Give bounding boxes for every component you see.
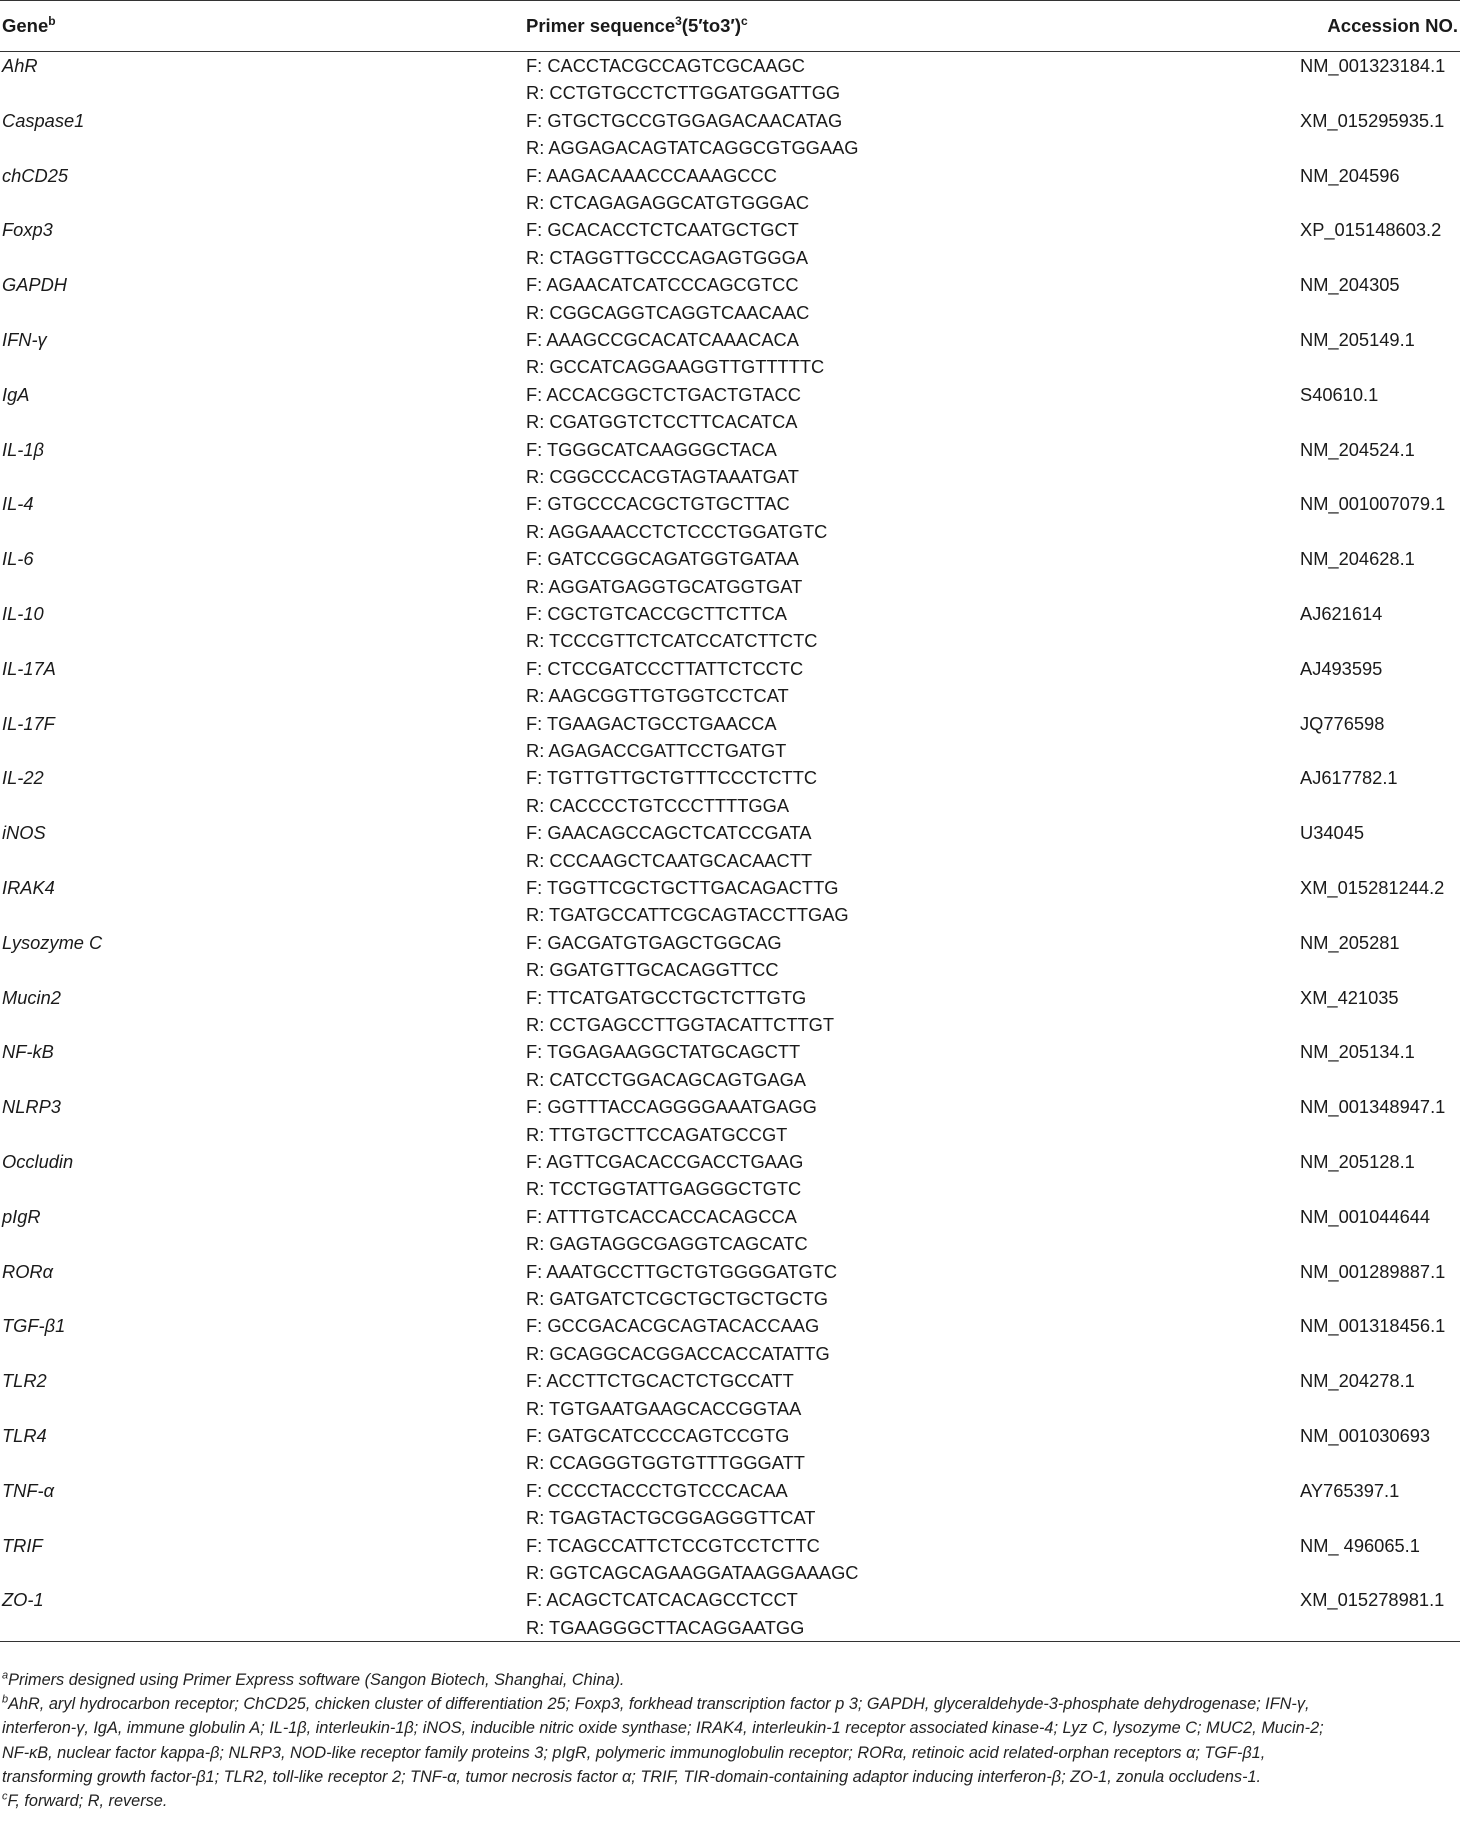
forward-primer: F: TGTTGTTGCTGTTTCCCTCTTC [526,767,818,789]
gene-name-cell: AhR [2,55,38,76]
table-row [0,1312,1460,1367]
gene-name-cell: Foxp3 [2,219,53,241]
gene-name-cell: TLR2 [2,1370,47,1392]
accession-number-cell: NM_205149.1 [1300,328,1415,350]
accession-number-cell: NM_ 496065.1 [1300,1534,1420,1556]
table-row [0,107,1460,162]
primer-sequence-cell [526,381,1300,436]
gene-name-cell: Caspase1 [2,109,85,131]
accession-column-header: Accession NO. [1300,1,1460,52]
gene-column-header [0,1,526,52]
primer-sequence-cell [526,545,1300,600]
gene-name-cell: IL-22 [2,767,44,789]
forward-primer: F: CCCCTACCCTGTCCCACAA [526,1479,788,1501]
forward-primer: F: ATTTGTCACCACCACAGCCA [526,1205,797,1227]
reverse-primer: R: CGGCCCACGTAGTAAATGAT [526,465,799,487]
accession-number-cell: XP_015148603.2 [1300,219,1442,241]
reverse-primer: R: TGATGCCATTCGCAGTACCTTGAG [526,904,849,926]
accession-number-cell: NM_204305 [1300,274,1400,296]
table-body [0,52,1460,1642]
primer-header-sup-2: c [741,13,748,28]
gene-header-label: Gene [2,15,49,36]
header-row [0,1,1460,52]
accession-number-cell: XM_015278981.1 [1300,1589,1445,1611]
primer-sequence-cell [526,1422,1300,1477]
gene-name-cell: NF-kB [2,1041,54,1063]
primer-sequence-cell [526,929,1300,984]
gene-name-cell: IL-1β [2,438,44,460]
accession-number-cell: NM_001030693 [1300,1424,1431,1446]
gene-name-cell: IL-4 [2,493,34,515]
primer-sequence-cell [526,271,1300,326]
forward-primer: F: GTGCCCACGCTGTGCTTAC [526,493,790,515]
primer-sequence-cell [526,764,1300,819]
footnote-a-text: Primers designed using Primer Express software (Sangon Biotech, Shanghai, China). [8,1671,625,1689]
table-row [0,600,1460,655]
forward-primer: F: GTGCTGCCGTGGAGACAACATAG [526,109,843,131]
reverse-primer: R: TGAGTACTGCGGAGGGTTCAT [526,1507,816,1529]
reverse-primer: R: CCCAAGCTCAATGCACAACTT [526,849,813,871]
gene-name-cell: RORα [2,1260,54,1282]
table-row [0,1532,1460,1587]
table-row [0,381,1460,436]
reverse-primer: R: AAGCGGTTGTGGTCCTCAT [526,685,789,707]
reverse-primer: R: CGGCAGGTCAGGTCAACAAC [526,301,810,323]
reverse-primer: R: AGGATGAGGTGCATGGTGAT [526,575,803,597]
forward-primer: F: GATCCGGCAGATGGTGATAA [526,548,799,570]
gene-name-cell: iNOS [2,822,46,844]
forward-primer: F: ACAGCTCATCACAGCCTCCT [526,1589,798,1611]
gene-name-cell: IL-10 [2,602,44,624]
accession-number-cell: AJ493595 [1300,657,1383,679]
reverse-primer: R: GAGTAGGCGAGGTCAGCATC [526,1233,808,1255]
table-row [0,764,1460,819]
gene-name-cell: IgA [2,383,30,405]
forward-primer: F: TTCATGATGCCTGCTCTTGTG [526,986,807,1008]
accession-number-cell: NM_205128.1 [1300,1150,1415,1172]
accession-number-cell: AJ621614 [1300,602,1383,624]
primer-sequence-cell [526,600,1300,655]
footnote-b-cont-2: interferon-γ, IgA, immune globulin A; IL-1β, interleukin-1β; iNOS, inducible nitric oxide synthase; IRAK4, interleukin-1 receptor associated kinase-4; Lyz C, lysozyme C; MUC2, Mucin-2; [2,1719,1324,1738]
table-row [0,271,1460,326]
table-row [0,216,1460,271]
reverse-primer: R: TCCTGGTATTGAGGGCTGTC [526,1178,802,1200]
reverse-primer: R: GATGATCTCGCTGCTGCTGCTG [526,1287,828,1309]
accession-number-cell: AJ617782.1 [1300,767,1398,789]
accession-number-cell: NM_204524.1 [1300,438,1415,460]
table-row [0,490,1460,545]
footnote-a-mark: a [2,1669,9,1682]
gene-name-cell: pIgR [2,1205,41,1227]
table-row [0,162,1460,217]
forward-primer: F: TGGAGAAGGCTATGCAGCTT [526,1041,801,1063]
reverse-primer: R: TGTGAATGAAGCACCGGTAA [526,1397,802,1419]
table-row [0,545,1460,600]
reverse-primer: R: CCTGAGCCTTGGTACATTCTTGT [526,1013,835,1035]
forward-primer: F: AAATGCCTTGCTGTGGGGATGTC [526,1260,838,1282]
reverse-primer: R: CATCCTGGACAGCAGTGAGA [526,1068,806,1090]
footnote-c-mark: c [2,1790,8,1803]
forward-primer: F: CGCTGTCACCGCTTCTTCA [526,602,787,624]
accession-number-cell: NM_204596 [1300,164,1400,186]
accession-number-cell: NM_205134.1 [1300,1041,1415,1063]
reverse-primer: R: GCAGGCACGGACCACCATATTG [526,1342,830,1364]
accession-number-cell: NM_001323184.1 [1300,55,1446,76]
forward-primer: F: ACCTTCTGCACTCTGCCATT [526,1370,794,1392]
table-header [0,1,1460,52]
footnote-b-cont-3: NF-κB, nuclear factor kappa-β; NLRP3, NOD-like receptor family proteins 3; pIgR, polymeric immunoglobulin receptor; RORα, retinoic acid related-orphan receptors α; TGF-β1, [2,1743,1266,1762]
primer-sequence-cell [526,1148,1300,1203]
primer-sequence-cell [526,1586,1300,1641]
table-row [0,52,1460,107]
primer-sequence-cell [526,984,1300,1039]
gene-name-cell: TRIF [2,1534,43,1556]
primer-sequence-cell [526,1367,1300,1422]
table-row [0,1203,1460,1258]
table-row [0,326,1460,381]
gene-name-cell: TNF-α [2,1479,55,1501]
accession-number-cell: AY765397.1 [1300,1479,1400,1501]
accession-number-cell: NM_205281 [1300,931,1400,953]
primer-sequence-cell [526,1312,1300,1367]
reverse-primer: R: CTCAGAGAGGCATGTGGGAC [526,191,810,213]
gene-name-cell: TGF-β1 [2,1315,66,1337]
accession-number-cell: XM_421035 [1300,986,1399,1008]
footnote-c [0,1789,1460,1813]
footnote-b-line-1: AhR, aryl hydrocarbon receptor; ChCD25, chicken cluster of differentiation 25; Foxp3, forkhead transcription factor p 3; GAPDH, glyceraldehyde-3-phosphate dehydrogenase; IFN-γ, [8,1695,1310,1714]
forward-primer: F: CTCCGATCCCTTATTCTCCTC [526,657,804,679]
forward-primer: F: GATGCATCCCCAGTCCGTG [526,1424,790,1446]
accession-number-cell: NM_001289887.1 [1300,1260,1446,1282]
reverse-primer: R: CGATGGTCTCCTTCACATCA [526,411,798,433]
accession-number-cell: NM_204278.1 [1300,1370,1415,1392]
reverse-primer: R: CACCCCTGTCCCTTTTGGA [526,794,790,816]
primer-sequence-cell [526,162,1300,217]
table-row [0,1258,1460,1313]
forward-primer: F: CACCTACGCCAGTCGCAAGC [526,55,805,76]
reverse-primer: R: GGTCAGCAGAAGGATAAGGAAAGC [526,1561,859,1583]
table-row [0,1367,1460,1422]
forward-primer: F: GGTTTACCAGGGGAAATGAGG [526,1096,817,1118]
reverse-primer: R: AGGAGACAGTATCAGGCGTGGAAG [526,137,859,159]
accession-number-cell: U34045 [1300,822,1365,844]
table-row [0,710,1460,765]
accession-number-cell: S40610.1 [1300,383,1379,405]
table-footnotes [0,1668,1460,1813]
primer-header-sup-1: 3 [675,13,682,28]
gene-name-cell: IL-17F [2,712,55,734]
primer-sequence-cell [526,1477,1300,1532]
table-row [0,1586,1460,1641]
reverse-primer: R: GGATGTTGCACAGGTTCC [526,959,779,981]
table-row [0,655,1460,710]
primer-sequence-cell [526,1093,1300,1148]
primer-sequence-cell [526,1258,1300,1313]
primer-sequence-cell [526,874,1300,929]
primer-sequence-cell [526,52,1300,107]
gene-name-cell: GAPDH [2,274,68,296]
reverse-primer: R: CTAGGTTGCCCAGAGTGGGA [526,246,809,268]
primer-sequence-cell [526,655,1300,710]
table-row [0,929,1460,984]
accession-number-cell: NM_001318456.1 [1300,1315,1446,1337]
gene-name-cell: TLR4 [2,1424,47,1446]
reverse-primer: R: CCTGTGCCTCTTGGATGGATTGG [526,82,841,104]
table-row [0,1148,1460,1203]
forward-primer: F: AGTTCGACACCGACCTGAAG [526,1150,804,1172]
accession-number-cell: JQ776598 [1300,712,1385,734]
footnote-b [0,1692,1460,1716]
accession-number-cell: NM_001007079.1 [1300,493,1446,515]
primer-sequence-cell [526,1532,1300,1587]
gene-name-cell: IRAK4 [2,876,55,898]
reverse-primer: R: TCCCGTTCTCATCCATCTTCTC [526,630,818,652]
gene-name-cell: NLRP3 [2,1096,61,1118]
forward-primer: F: TGGTTCGCTGCTTGACAGACTTG [526,876,839,898]
reverse-primer: R: AGGAAACCTCTCCCTGGATGTC [526,520,828,542]
gene-name-cell: Lysozyme C [2,931,103,953]
accession-number-cell: NM_001348947.1 [1300,1096,1446,1118]
table-row [0,984,1460,1039]
accession-number-cell: XM_015281244.2 [1300,876,1445,898]
table-row [0,1422,1460,1477]
primer-column-header [526,1,1300,52]
primer-header-direction: (5′to3′) [681,15,742,36]
reverse-primer: R: TGAAGGGCTTACAGGAATGG [526,1616,805,1638]
table-row [0,1477,1460,1532]
forward-primer: F: GCCGACACGCAGTACACCAAG [526,1315,820,1337]
footnote-c-text: F, forward; R, reverse. [7,1792,168,1811]
gene-name-cell: IFN-γ [2,328,47,350]
accession-number-cell: NM_001044644 [1300,1205,1431,1227]
table-row [0,874,1460,929]
forward-primer: F: TGAAGACTGCCTGAACCA [526,712,777,734]
gene-name-cell: IL-6 [2,548,34,570]
forward-primer: F: TCAGCCATTCTCCGTCCTCTTC [526,1534,820,1556]
table-row [0,1038,1460,1093]
footnote-a [0,1668,1460,1692]
primer-sequence-cell [526,490,1300,545]
primer-sequence-cell [526,819,1300,874]
primer-sequence-cell [526,1038,1300,1093]
reverse-primer: R: GCCATCAGGAAGGTTGTTTTTC [526,356,825,378]
primer-sequence-cell [526,1203,1300,1258]
gene-name-cell: Mucin2 [2,986,61,1008]
primer-sequence-cell [526,107,1300,162]
footnote-b-mark: b [2,1693,9,1706]
forward-primer: F: ACCACGGCTCTGACTGTACC [526,383,801,405]
primer-sequence-cell [526,436,1300,491]
gene-name-cell: Occludin [2,1150,74,1172]
table-row [0,819,1460,874]
primer-sequence-cell [526,216,1300,271]
forward-primer: F: TGGGCATCAAGGGCTACA [526,438,777,460]
gene-header-footnote-mark: b [48,13,56,28]
forward-primer: F: GCACACCTCTCAATGCTGCT [526,219,799,241]
gene-name-cell: ZO-1 [2,1589,44,1611]
reverse-primer: R: AGAGACCGATTCCTGATGT [526,739,787,761]
forward-primer: F: AAGACAAACCCAAAGCCC [526,164,777,186]
primer-header-label: Primer sequence [526,15,676,36]
accession-number-cell: NM_204628.1 [1300,548,1415,570]
footnote-b-cont-4: transforming growth factor-β1; TLR2, toll-like receptor 2; TNF-α, tumor necrosis factor α; TRIF, TIR-domain-containing adaptor inducing interferon-β; ZO-1, zonula occludens-1. [2,1767,1262,1786]
forward-primer: F: GACGATGTGAGCTGGCAG [526,931,782,953]
reverse-primer: R: CCAGGGTGGTGTTTGGGATT [526,1452,805,1474]
reverse-primer: R: TTGTGCTTCCAGATGCCGT [526,1123,788,1145]
gene-name-cell: chCD25 [2,164,69,186]
primer-sequence-cell [526,710,1300,765]
gene-name-cell: IL-17A [2,657,56,679]
primer-sequence-cell [526,326,1300,381]
table-row [0,1093,1460,1148]
accession-number-cell: XM_015295935.1 [1300,109,1445,131]
forward-primer: F: GAACAGCCAGCTCATCCGATA [526,822,812,844]
table-bottom-rule [0,1641,1460,1642]
table-row [0,436,1460,491]
forward-primer: F: AGAACATCATCCCAGCGTCC [526,274,799,296]
forward-primer: F: AAAGCCGCACATCAAACACA [526,328,799,350]
